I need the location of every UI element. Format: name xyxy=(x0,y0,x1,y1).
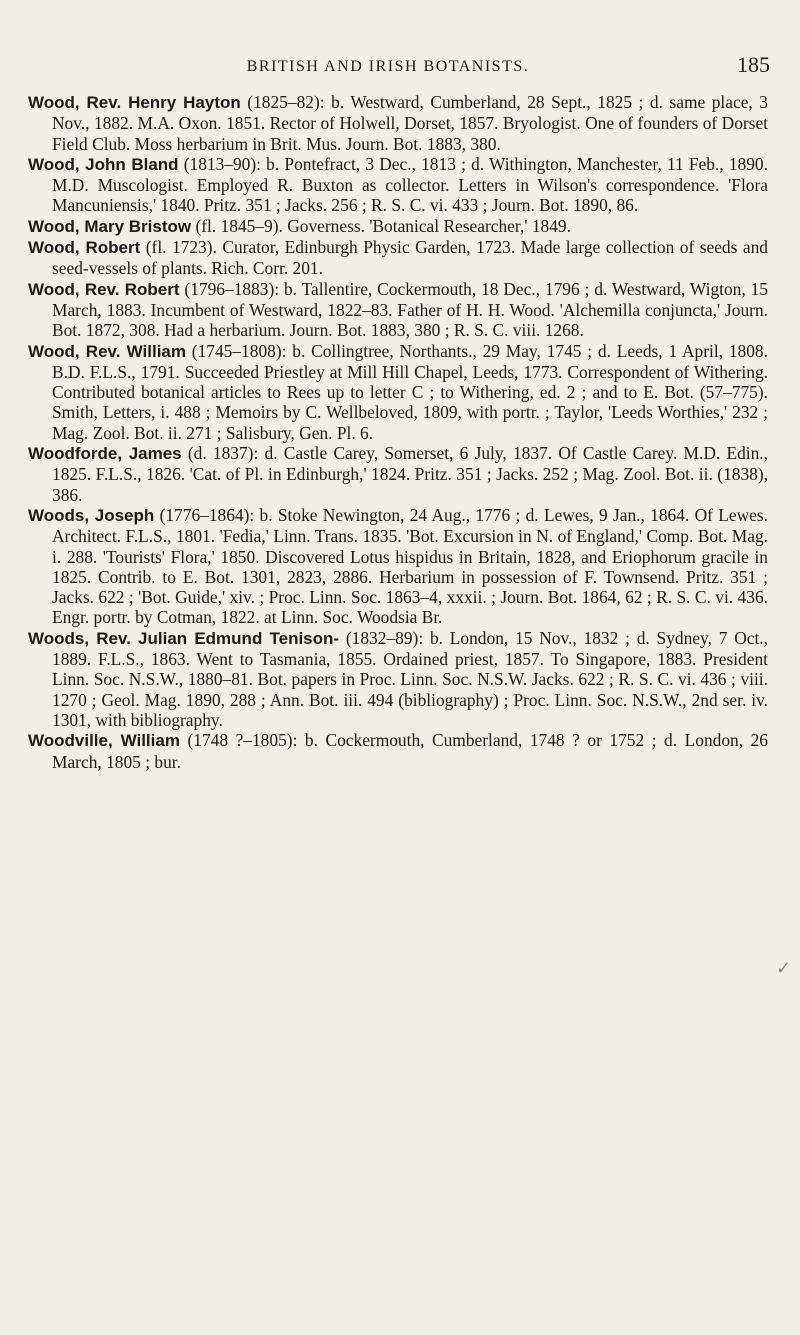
entry-dates: (fl. 1723). xyxy=(140,237,217,258)
entry-dates: (1796–1883) xyxy=(179,278,275,299)
entry-dates: (d. 1837) xyxy=(181,443,254,464)
entry-dates: (1832–89) xyxy=(339,627,419,648)
entry-wood-william xyxy=(28,341,768,443)
entry-name: Wood, Mary Bristow xyxy=(28,216,192,236)
entry-name: Woods, Rev. Julian Edmund Tenison- xyxy=(28,628,340,648)
entry-text: Governess. 'Botanical Researcher,' 1849. xyxy=(282,215,571,236)
entry-text: : b. Pontefract, 3 Dec., 1813 ; d. Withington, Manchester, 11 Feb., 1890. M.D. Muscologist. Employed R. Buxton as collector. Letters in Wilson's correspondence. 'Flora Mancuniensis,' 1840. Pritz. 351 ; Jacks. 256 ; R. S. C. vi. 433 ; Journ. Bot. 1890, 86. xyxy=(52,153,768,216)
entry-wood-rev-robert xyxy=(28,279,768,341)
entry-name: Wood, Rev. William xyxy=(28,341,186,361)
entry-name: Wood, Rev. Robert xyxy=(28,279,180,299)
entry-text: : b. Cockermouth, Cumberland, 1748 ? or 1752 ; d. London, 26 March, 1805 ; bur. xyxy=(52,730,768,772)
entry-name: Wood, John Bland xyxy=(28,154,179,174)
entry-wood-robert xyxy=(28,237,768,279)
entry-woods-julian xyxy=(28,628,768,730)
entry-name: Woods, Joseph xyxy=(28,505,155,525)
entry-dates: (1748 ?–1805) xyxy=(179,730,293,751)
entry-text: : b. Stoke Newington, 24 Aug., 1776 ; d. Lewes, 9 Jan., 1864. Of Lewes. Architect. F.L.S., 1801. 'Fedia,' Linn. Trans. 1835. 'Bot. Excursion in N. of England,' Comp. Bot. Mag. i. 288. 'Tourists' Flora,' 1850. Discovered Lotus hispidus in Britain, 1828, and Eriophorum gracile in 1825. Contrib. to E. Bot. 1301, 2823, 2886. Herbarium in possession of F. Townsend. Pritz. 351 ; Jacks. 622 ; 'Bot. Guide,' xiv. ; Proc. Linn. Soc. 1863–4, xxxii. ; Journ. Bot. 1864, 62 ; R. S. C. vi. 436. Engr. portr. by Cotman, 1822. at Linn. Soc. Woodsia Br. xyxy=(52,504,768,628)
entry-name: Woodville, William xyxy=(28,731,180,751)
entry-wood-henry-hayton xyxy=(28,92,768,154)
entry-dates: (1813–90) xyxy=(178,153,257,174)
running-title: BRITISH AND IRISH BOTANISTS. xyxy=(246,58,530,75)
entry-dates: (1745–1808) xyxy=(185,340,282,361)
entry-woodville-william xyxy=(28,730,768,772)
entry-list xyxy=(28,92,768,772)
entry-dates: (1825–82) xyxy=(240,92,320,112)
entry-woodforde-james xyxy=(28,443,768,505)
check-mark-icon: ✓ xyxy=(776,958,792,979)
entry-text: : d. Castle Carey, Somerset, 6 July, 1837. Of Castle Carey. M.D. Edin., 1825. F.L.S., 1826. 'Cat. of Pl. in Edinburgh,' 1824. Pritz. 351 ; Jacks. 252 ; Mag. Zool. Bot. ii. (1838), 386. xyxy=(52,443,768,505)
entry-text: : b. London, 15 Nov., 1832 ; d. Sydney, 7 Oct., 1889. F.L.S., 1863. Went to Tasmania, 1855. Ordained priest, 1857. To Singapore, 1883. President Linn. Soc. N.S.W., 1880–81. Bot. papers in Proc. Linn. Soc. N.S.W. Jacks. 622 ; R. S. C. vi. 436 ; viii. 1270 ; Geol. Mag. 1890, 288 ; Ann. Bot. iii. 494 (bibliography) ; Proc. Linn. Soc. N.S.W., 2nd ser. iv. 1301, with bibliography. xyxy=(52,627,769,730)
entry-wood-john-bland xyxy=(28,154,768,216)
entry-woods-joseph xyxy=(28,505,768,628)
entry-text: : b. Tallentire, Cockermouth, 18 Dec., 1796 ; d. Westward, Wigton, 15 March, 1883. Incumbent of Westward, 1822–83. Father of H. H. Wood. 'Alchemilla conjuncta,' Journ. Bot. 1872, 308. Had a herbarium. Journ. Bot. 1883, 380 ; R. S. C. viii. 1268. xyxy=(52,278,768,341)
entry-name: Wood, Robert xyxy=(28,238,141,258)
entry-text: : b. Collingtree, Northants., 29 May, 1745 ; d. Leeds, 1 April, 1808. B.D. F.L.S., 1791. Succeeded Priestley at Mill Hill Chapel, Leeds, 1773. Correspondent of Withering. Contributed botanical articles to Rees up to letter C ; to Withering, ed. 2 ; and to E. Bot. (57–775). Smith, Letters, i. 488 ; Memoirs by C. Wellbeloved, 1809, with portr. ; Taylor, 'Leeds Worthies,' 232 ; Mag. Zool. Bot. ii. 271 ; Salisbury, Gen. Pl. 6. xyxy=(52,340,768,443)
entry-dates: (fl. 1845–9). xyxy=(191,215,283,236)
entry-name: Wood, Rev. Henry Hayton xyxy=(28,93,241,112)
entry-text: Curator, Edinburgh Physic Garden, 1723. Made large collection of seeds and seed-vessels of plants. Rich. Corr. 201. xyxy=(52,237,768,279)
entry-dates: (1776–1864) xyxy=(154,504,250,525)
entry-name: Woodforde, James xyxy=(28,444,182,464)
page-number: 185 xyxy=(737,52,770,77)
entry-wood-mary-bristow xyxy=(28,216,768,237)
entry-text: : b. Westward, Cumberland, 28 Sept., 1825 ; d. same place, 3 Nov., 1882. M.A. Oxon. 1851. Rector of Holwell, Dorset, 1857. Bryologist. One of founders of Dorset Field Club. Moss herbarium in Brit. Mus. Journ. Bot. 1883, 380. xyxy=(52,92,768,154)
